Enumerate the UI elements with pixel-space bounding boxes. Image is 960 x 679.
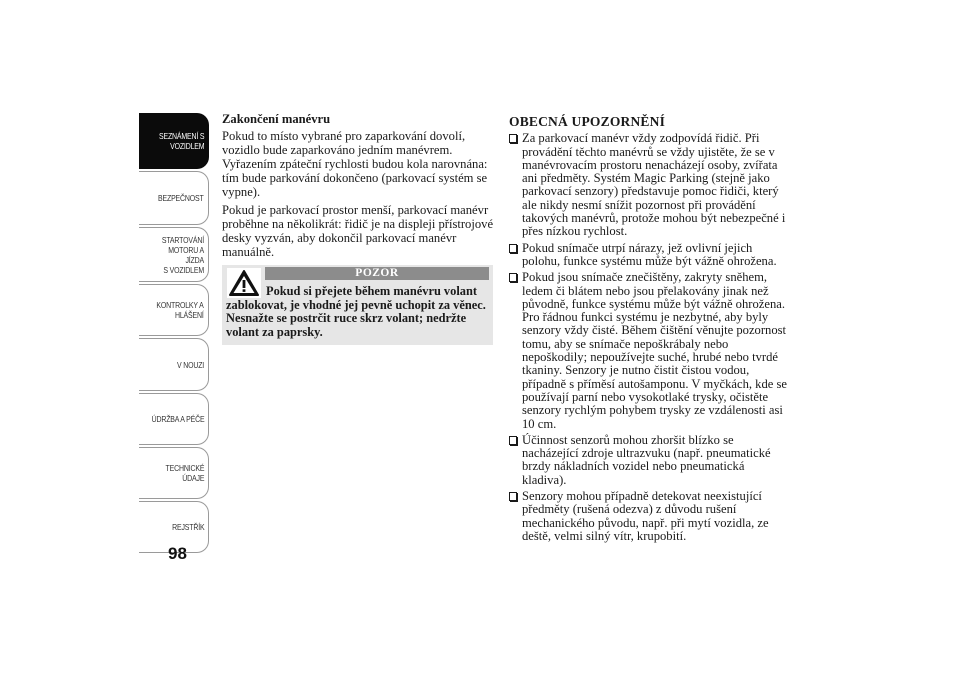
checkbox-bullet-icon bbox=[509, 273, 517, 282]
right-column bbox=[509, 115, 789, 546]
tab-seznameni-s-vozidlem[interactable]: SEZNÁMENÍ S VOZIDLEM bbox=[139, 113, 209, 169]
tab-rejstrik[interactable]: REJSTŘÍK bbox=[139, 501, 209, 553]
list-item: Za parkovací manévr vždy zodpovídá řidič. Při provádění těchto manévrů se vždy ujistěte, že se v manévrovacím prostoru nenacházejí osoby, zvířata ani předměty. Systém Magic Parking (stejně jako parkovací senzory) představuje pomoc řidiči, který ale nikdy nesmí snížit pozornost při provádění takových manévrů, protože mohou být nebezpečné i přes nízkou rychlost. bbox=[509, 132, 789, 238]
checkbox-bullet-icon bbox=[509, 492, 517, 501]
tab-kontrolky[interactable]: KONTROLKY A HLÁŠENÍ bbox=[139, 284, 209, 336]
list-item: Senzory mohou případně detekovat neexistující předměty (rušená odezva) z důvodu rušení mechanického původu, např. při mytí vozidla, ze deště, velmi silný vítr, krupobití. bbox=[509, 490, 789, 543]
warning-title: POZOR bbox=[265, 267, 489, 280]
tab-technicke-udaje[interactable]: TECHNICKÉ ÚDAJE bbox=[139, 447, 209, 499]
warnings-list bbox=[509, 132, 789, 543]
page-number: 98 bbox=[168, 544, 187, 563]
list-item: Pokud snímače utrpí nárazy, jež ovlivní jejich polohu, funkce systému může být vážně ohrožena. bbox=[509, 242, 789, 269]
left-column bbox=[222, 112, 494, 263]
section-heading: Zakončení manévru bbox=[222, 112, 331, 126]
paragraph-2: Pokud je parkovací prostor menší, parkovací manévr proběhne na několikrát: řidič je na displeji přístrojové desky vyzván, aby dokončil parkovací manévr manuálně. bbox=[222, 203, 494, 259]
tab-udrzba[interactable]: ÚDRŽBA A PÉČE bbox=[139, 393, 209, 445]
tab-bezpecnost[interactable]: BEZPEČNOST bbox=[139, 171, 209, 225]
warning-text: Pokud si přejete během manévru volant zablokovat, je vhodné jej pevně uchopit za věnec. Nesnažte se postrčit ruce skrz volant; nedržte volant za paprsky. bbox=[226, 284, 486, 339]
paragraph-1: Pokud to místo vybrané pro zaparkování dovolí, vozidlo bude zaparkováno jedním manévrem. Vyřazením zpáteční rychlosti budou kola narovnána: tím bude parkování dokončeno (parkovací systém se vypne). bbox=[222, 129, 488, 199]
list-item: Účinnost senzorů mohou zhoršit blízko se nacházející zdroje ultrazvuku (např. pneumatické brzdy nákladních vozidel nebo pneumatická kladiva). bbox=[509, 434, 789, 487]
tab-startovani[interactable]: STARTOVÁNÍ MOTORU A JÍZDA S VOZIDLEM bbox=[139, 227, 209, 282]
checkbox-bullet-icon bbox=[509, 134, 517, 143]
warning-box bbox=[222, 265, 493, 345]
list-item: Pokud jsou snímače znečištěny, zakryty sněhem, ledem či blátem nebo jsou přelakovány jinak než původně, funkce systému může být vážně ohrožena. Pro řádnou funkci systému je nezbytné, aby byly senzory vždy čisté. Během čištění věnujte pozornost tomu, aby se snímače nepoškrábaly nebo nepoškodily; nepoužívejte suché, hrubé nebo tvrdé tkaniny. Senzory je nutno čistit čistou vodou, případně s příměsí autošamponu. V myčkách, kde se používají parní nebo vysokotlaké trysky, očistěte senzory rychlým pohybem trysky ze vzdálenosti asi 10 cm. bbox=[509, 271, 789, 431]
checkbox-bullet-icon bbox=[509, 244, 517, 253]
checkbox-bullet-icon bbox=[509, 436, 517, 445]
general-warnings-heading: OBECNÁ UPOZORNĚNÍ bbox=[509, 114, 666, 129]
tab-v-nouzi[interactable]: V NOUZI bbox=[139, 338, 209, 391]
